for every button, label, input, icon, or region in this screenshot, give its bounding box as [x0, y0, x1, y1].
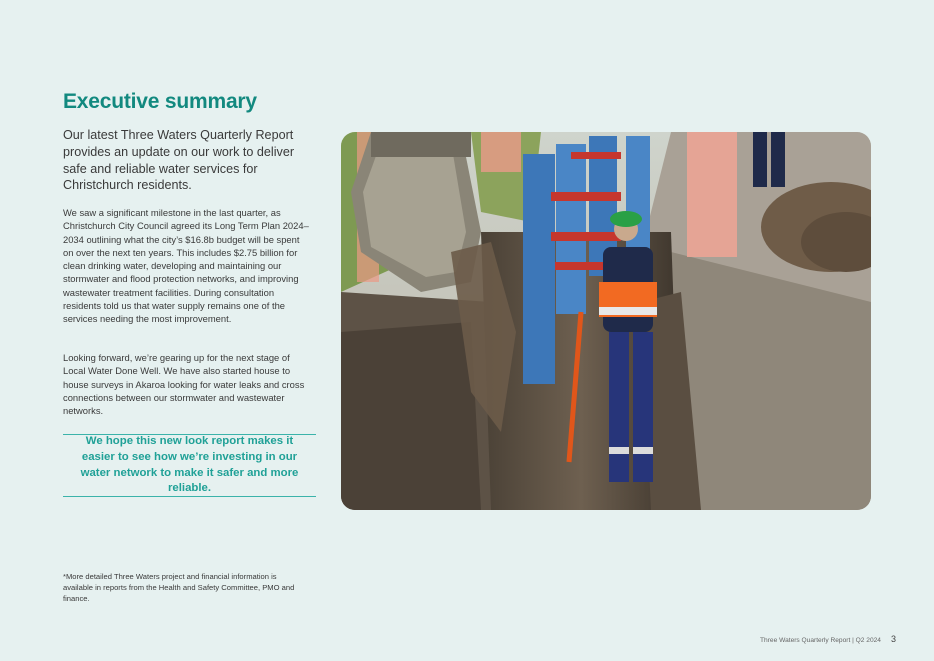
page-title: Executive summary — [63, 90, 257, 113]
page-number: 3 — [890, 634, 896, 644]
footer-report-name: Three Waters Quarterly Report | Q2 2024 — [760, 637, 881, 644]
trench-illustration — [341, 132, 871, 510]
footnote: *More detailed Three Waters project and financial information is available in reports from the Health and Safety Committee, PMO and finance. — [63, 572, 295, 603]
callout-box — [63, 434, 316, 497]
trench-work-photo — [341, 132, 871, 510]
body-paragraph-2: Looking forward, we’re gearing up for the next stage of Local Water Done Well. We have also started house to house surveys in Akaroa looking for water leaks and cross connections between our stormwater and wastewater networks. — [63, 352, 305, 417]
body-paragraph-1: We saw a significant milestone in the last quarter, as Christchurch City Council agreed its Long Term Plan 2024–2034 outlining what the city’s $16.8b budget will be spent on over the next ten years. This includes $2.75 billion for clean drinking water, developing and maintaining our stormwater and flood protection networks, and improving wastewater treatment facilities. During consultation residents told us that water supply remains one of the services needing the most improvement. — [63, 207, 309, 325]
page-footer — [760, 634, 896, 644]
callout-text: We hope this new look report makes it easier to see how we’re investing in our water network to make it safer and more reliable. — [80, 435, 299, 495]
lead-paragraph: Our latest Three Waters Quarterly Report provides an update on our work to deliver safe and reliable water services for Christchurch residents. — [63, 128, 295, 193]
